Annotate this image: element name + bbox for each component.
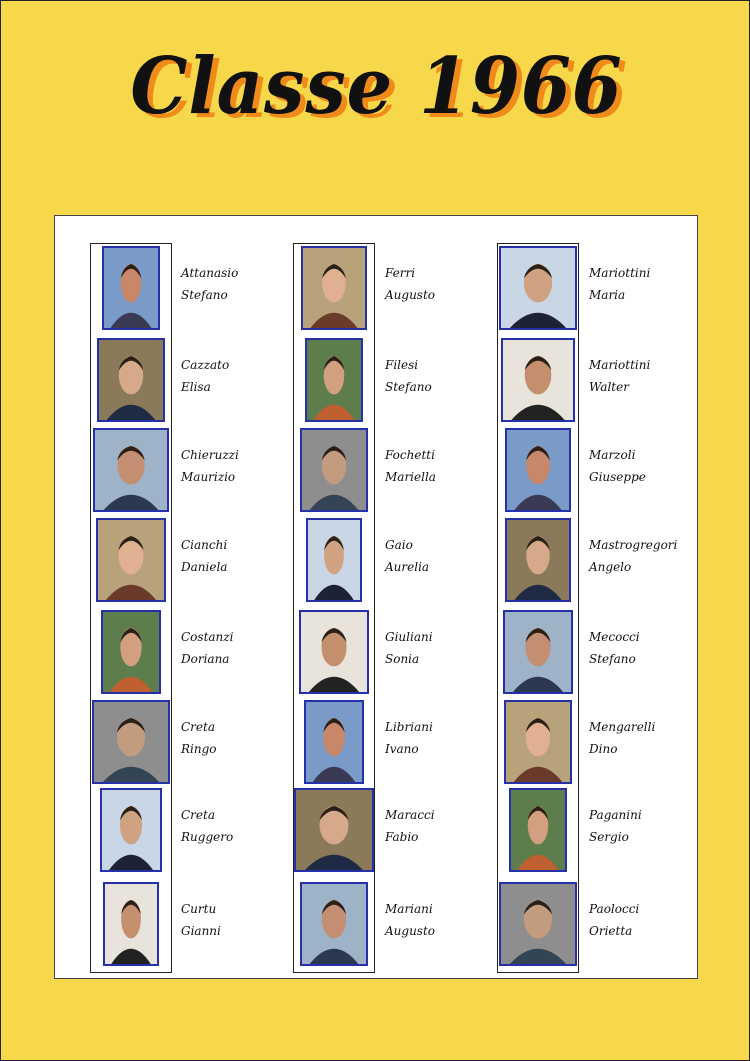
portrait-photo	[505, 518, 571, 602]
person-name	[589, 716, 699, 760]
portrait-photo	[97, 338, 165, 422]
portrait-photo	[300, 428, 368, 512]
portrait-photo	[103, 882, 159, 966]
person-surname: Giuliani	[385, 630, 433, 644]
person-given-name: Angelo	[589, 560, 632, 574]
person-given-name: Ringo	[181, 742, 217, 756]
poster-title	[1, 41, 750, 151]
portrait-photo	[509, 788, 567, 872]
person-surname: Mengarelli	[589, 720, 656, 734]
person-surname: Chieruzzi	[181, 448, 239, 462]
person-given-name: Augusto	[385, 288, 436, 302]
person-name	[589, 804, 699, 848]
person-surname: Cazzato	[181, 358, 230, 372]
person-given-name: Orietta	[589, 924, 633, 938]
title-text: Classe 1966	[129, 41, 623, 132]
person-given-name: Stefano	[589, 652, 636, 666]
person-name	[385, 716, 495, 760]
person-name	[589, 262, 699, 306]
person-name	[385, 898, 495, 942]
portrait-photo	[306, 518, 362, 602]
person-given-name: Walter	[589, 380, 629, 394]
portrait-photo	[504, 700, 572, 784]
person-name	[385, 354, 495, 398]
person-given-name: Ruggero	[181, 830, 234, 844]
person-surname: Creta	[181, 720, 215, 734]
portrait-photo	[499, 882, 577, 966]
portrait-photo	[93, 428, 169, 512]
person-surname: Libriani	[385, 720, 433, 734]
person-name	[589, 534, 699, 578]
person-given-name: Stefano	[385, 380, 432, 394]
portrait-photo	[96, 518, 166, 602]
portrait-photo	[499, 246, 577, 330]
person-given-name: Daniela	[181, 560, 228, 574]
person-surname: Costanzi	[181, 630, 234, 644]
person-given-name: Aurelia	[385, 560, 430, 574]
person-given-name: Doriana	[181, 652, 230, 666]
person-surname: Maracci	[385, 808, 435, 822]
person-name	[181, 444, 291, 488]
person-given-name: Maurizio	[181, 470, 236, 484]
person-name	[385, 804, 495, 848]
person-surname: Gaio	[385, 538, 413, 552]
person-surname: Mariottini	[589, 266, 651, 280]
person-given-name: Mariella	[385, 470, 436, 484]
portrait-photo	[300, 882, 368, 966]
portrait-photo	[503, 610, 573, 694]
person-surname: Mariani	[385, 902, 433, 916]
portrait-photo	[100, 788, 162, 872]
person-surname: Paganini	[589, 808, 642, 822]
person-given-name: Fabio	[385, 830, 419, 844]
person-given-name: Elisa	[181, 380, 211, 394]
person-surname: Curtu	[181, 902, 217, 916]
person-name	[181, 626, 291, 670]
person-given-name: Ivano	[385, 742, 419, 756]
person-surname: Marzoli	[589, 448, 636, 462]
person-given-name: Gianni	[181, 924, 221, 938]
class-roster-sheet	[54, 215, 698, 979]
person-name	[385, 444, 495, 488]
person-name	[181, 804, 291, 848]
person-surname: Mastrogregori	[589, 538, 678, 552]
person-name	[385, 534, 495, 578]
portrait-photo	[92, 700, 170, 784]
person-given-name: Sonia	[385, 652, 420, 666]
portrait-photo	[505, 428, 571, 512]
portrait-photo	[301, 246, 367, 330]
portrait-photo	[102, 246, 160, 330]
person-given-name: Dino	[589, 742, 618, 756]
person-surname: Filesi	[385, 358, 419, 372]
person-name	[181, 262, 291, 306]
person-name	[181, 354, 291, 398]
portrait-photo	[294, 788, 374, 872]
person-surname: Fochetti	[385, 448, 435, 462]
person-name	[181, 716, 291, 760]
person-surname: Paolocci	[589, 902, 640, 916]
person-surname: Creta	[181, 808, 215, 822]
person-name	[589, 354, 699, 398]
person-given-name: Giuseppe	[589, 470, 646, 484]
person-name	[589, 898, 699, 942]
person-surname: Ferri	[385, 266, 416, 280]
person-name	[385, 262, 495, 306]
person-name	[385, 626, 495, 670]
person-given-name: Stefano	[181, 288, 228, 302]
person-surname: Attanasio	[181, 266, 239, 280]
person-name	[181, 534, 291, 578]
portrait-photo	[299, 610, 369, 694]
person-name	[181, 898, 291, 942]
person-given-name: Augusto	[385, 924, 436, 938]
person-given-name: Sergio	[589, 830, 629, 844]
portrait-photo	[305, 338, 363, 422]
person-surname: Mecocci	[589, 630, 640, 644]
person-name	[589, 626, 699, 670]
portrait-photo	[304, 700, 364, 784]
person-name	[589, 444, 699, 488]
person-given-name: Maria	[589, 288, 626, 302]
portrait-photo	[501, 338, 575, 422]
portrait-photo	[101, 610, 161, 694]
person-surname: Mariottini	[589, 358, 651, 372]
person-surname: Cianchi	[181, 538, 228, 552]
